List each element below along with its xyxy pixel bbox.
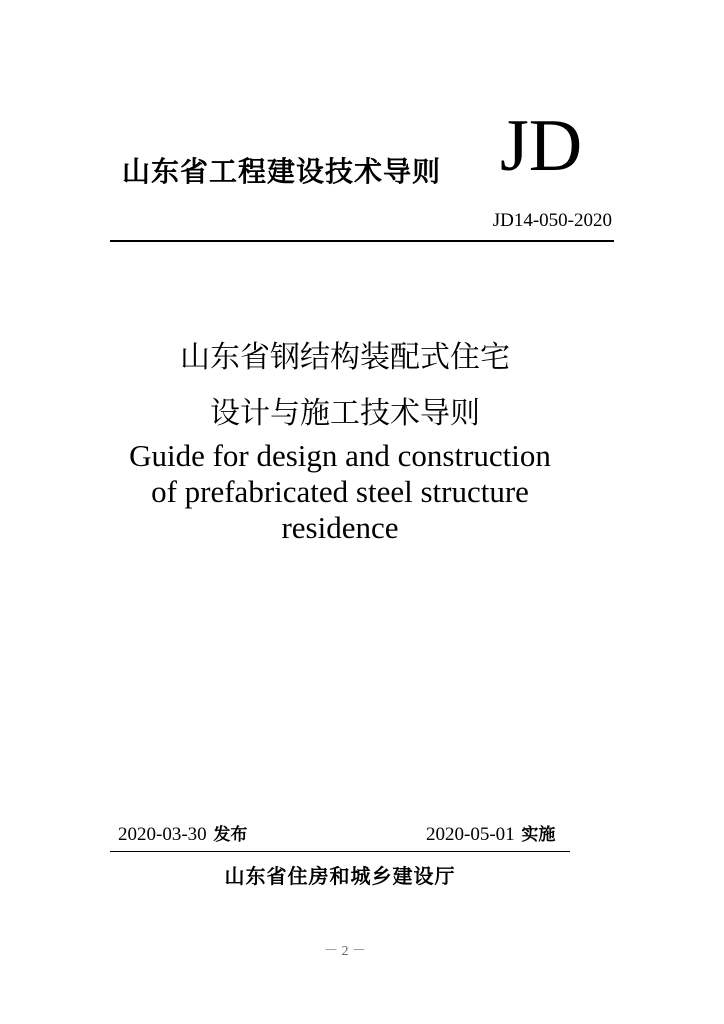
publisher-name: 山东省住房和城乡建设厅 xyxy=(224,864,456,888)
series-code-logo: JD xyxy=(500,105,583,187)
header-divider xyxy=(110,240,614,242)
footer-divider xyxy=(110,851,570,852)
issue-date-label: 发布 xyxy=(213,825,248,845)
effective-date-label: 实施 xyxy=(521,825,556,845)
english-title-line-2: of prefabricated steel structure xyxy=(151,474,529,509)
page-number: － 2 － xyxy=(324,944,366,959)
effective-date-value: 2020-05-01 xyxy=(426,824,515,845)
chinese-title-line-2: 设计与施工技术导则 xyxy=(210,396,480,431)
issue-date xyxy=(118,820,247,846)
issue-date-value: 2020-03-30 xyxy=(118,824,207,845)
effective-date xyxy=(426,820,555,846)
english-title-line-1: Guide for design and construction xyxy=(129,438,551,473)
document-number: JD14-050-2020 xyxy=(492,210,612,231)
english-title-line-3: residence xyxy=(281,510,399,545)
chinese-title-line-1: 山东省钢结构装配式住宅 xyxy=(180,340,510,375)
standard-series-title: 山东省工程建设技术导则 xyxy=(122,155,442,188)
